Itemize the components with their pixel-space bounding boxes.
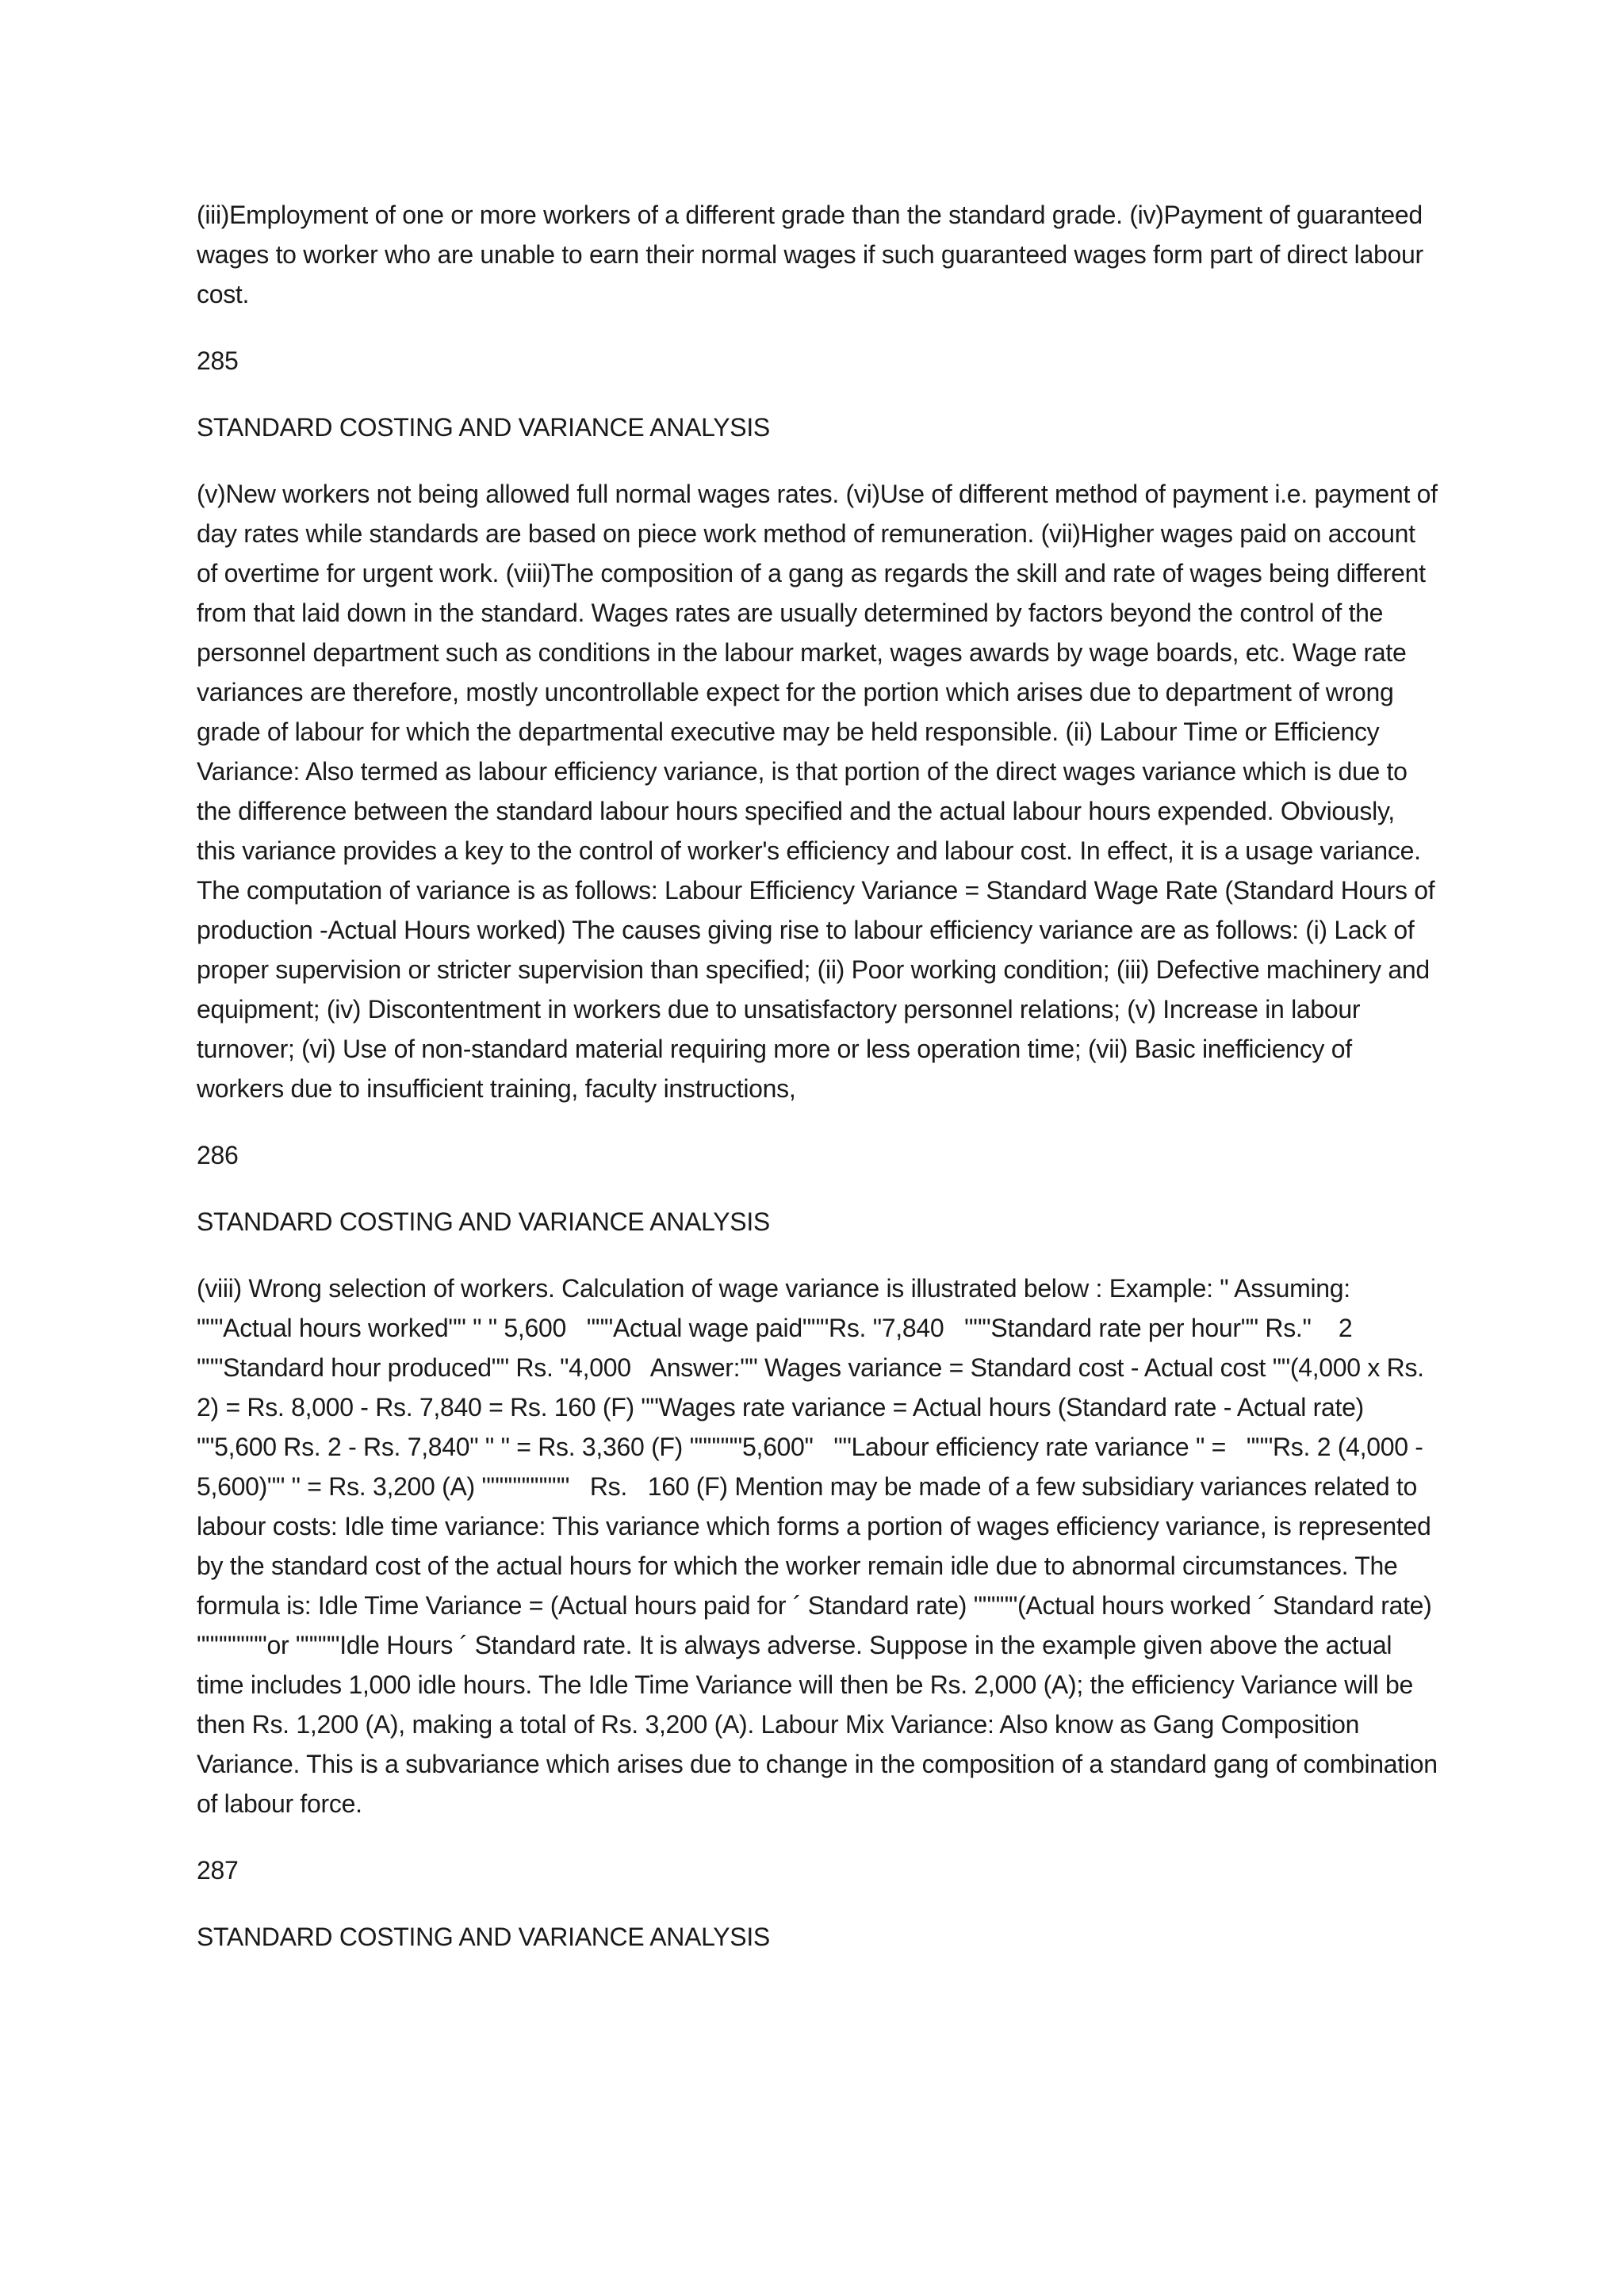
page-number: 286 — [197, 1141, 239, 1169]
running-header: STANDARD COSTING AND VARIANCE ANALYSIS — [197, 1923, 770, 1951]
running-header: STANDARD COSTING AND VARIANCE ANALYSIS — [197, 1207, 770, 1236]
page-number: 287 — [197, 1856, 239, 1885]
running-header: STANDARD COSTING AND VARIANCE ANALYSIS — [197, 413, 770, 442]
body-paragraph: (iii)Employment of one or more workers of a different grade than the standard grade. (iv)Payment of guaranteed wages to worker who are unable to earn their normal wages if such guaranteed wages form part of direct labour cost. — [197, 201, 1431, 308]
page-number: 285 — [197, 346, 239, 375]
body-paragraph: (v)New workers not being allowed full normal wages rates. (vi)Use of different method of payment i.e. payment of day rates while standards are based on piece work method of remuneration. (vii)Higher wages paid on account of overtime for urgent work. (viii)The composition of a gang as regards the skill and rate of wages being different from that laid down in the standard. Wages rates are usually determined by factors beyond the control of the personnel department such as conditions in the labour market, wages awards by wage boards, etc. Wage rate variances are therefore, mostly uncontrollable expect for the portion which arises due to department of wrong grade of labour for which the departmental executive may be held responsible. (ii) Labour Time or Efficiency Variance: Also termed as labour efficiency variance, is that portion of the direct wages variance which is due to the difference between the standard labour hours specified and the actual labour hours expended. Obviously, this variance provides a key to the control of worker's efficiency and labour cost. In effect, it is a usage variance. The computation of variance is as follows: Labour Efficiency Variance = Standard Wage Rate (Standard Hours of production -Actual Hours worked) The causes giving rise to labour efficiency variance are as follows: (i) Lack of proper supervision or stricter supervision than specified; (ii) Poor working condition; (iii) Defective machinery and equipment; (iv) Discontentment in workers due to unsatisfactory personnel relations; (v) Increase in labour turnover; (vi) Use of non-standard material requiring more or less operation time; (vii) Basic inefficiency of workers due to insufficient training, faculty instructions, — [197, 480, 1445, 1103]
document-page — [197, 195, 1445, 1984]
body-paragraph: (viii) Wrong selection of workers. Calculation of wage variance is illustrated below : Example: " Assuming: """Actual hours worked"" " " 5,600 """Actual wage paid"""Rs. "7,840 """Standard rate per hour"" Rs." 2 """Standard hour produced"" Rs. "4,000 Answer:"" Wages variance = Standard cost - Actual cost ""(4,000 x Rs. 2) = Rs. 8,000 - Rs. 7,840 = Rs. 160 (F) ""Wages rate variance = Actual hours (Standard rate - Actual rate) ""5,600 Rs. 2 - Rs. 7,840" " " = Rs. 3,360 (F) """"""5,600" ""Labour efficiency rate variance " = """Rs. 2 (4,000 - 5,600)"" " = Rs. 3,200 (A) """""""""" Rs. 160 (F) Mention may be made of a few subsidiary variances related to labour costs: Idle time variance: This variance which forms a portion of wages efficiency variance, is represented by the standard cost of the actual hours for which the worker remain idle due to abnormal circumstances. The formula is: Idle Time Variance = (Actual hours paid for ´ Standard rate) """""(Actual hours worked ´ Standard rate) """"""""or """""Idle Hours ´ Standard rate. It is always adverse. Suppose in the example given above the actual time includes 1,000 idle hours. The Idle Time Variance will then be Rs. 2,000 (A); the efficiency Variance will be then Rs. 1,200 (A), making a total of Rs. 3,200 (A). Labour Mix Variance: Also know as Gang Composition Variance. This is a subvariance which arises due to change in the composition of a standard gang of combination of labour force. — [197, 1274, 1445, 1818]
